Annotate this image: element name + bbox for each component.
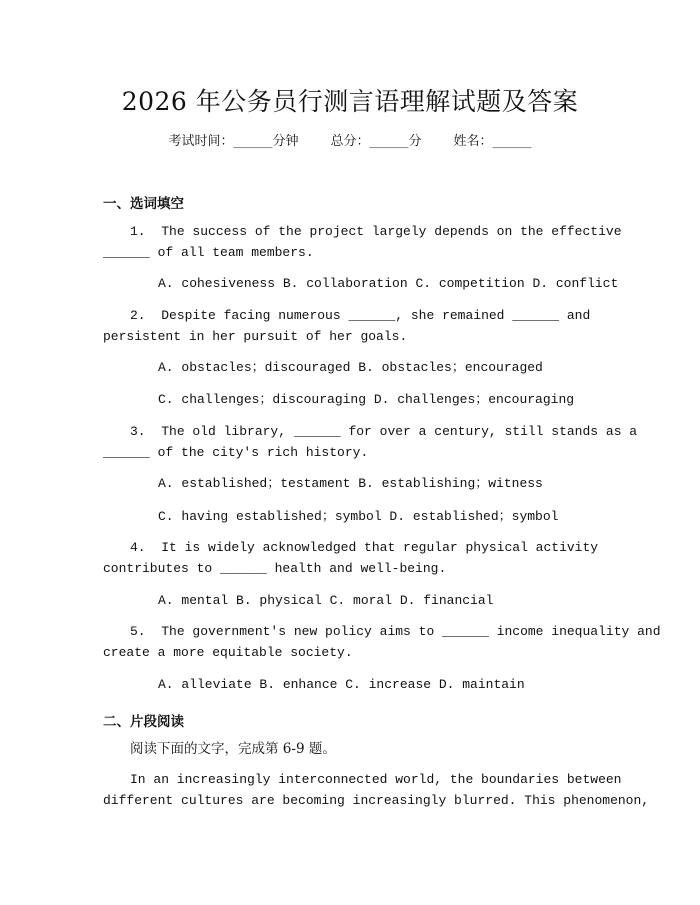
- question-3-options-c-d: C. having established；symbol D. established；symbol: [158, 509, 559, 524]
- section-heading: 一、选词填空: [103, 196, 184, 212]
- section-heading: 二、片段阅读: [103, 714, 184, 730]
- question-5-line-2: create a more equitable society.: [103, 645, 353, 660]
- page-title: 2026 年公务员行测言语理解试题及答案: [121, 87, 579, 116]
- question-1-line-2: ______ of all team members.: [103, 245, 314, 260]
- exam-time-label: 考试时间：______分钟: [168, 134, 299, 149]
- question-3-line-2: ______ of the city's rich history.: [103, 445, 369, 460]
- question-1-line-1: 1. The success of the project largely depends on the effective: [130, 224, 622, 239]
- candidate-name-label: 姓名：______: [453, 134, 532, 149]
- question-4-options: A. mental B. physical C. moral D. financial: [158, 593, 494, 608]
- reading-passage-line-2: different cultures are becoming increasingly blurred. This phenomenon,: [103, 793, 650, 808]
- total-score-label: 总分：______分: [330, 134, 422, 149]
- question-5-options: A. alleviate B. enhance C. increase D. maintain: [158, 677, 525, 692]
- reading-passage-line-1: In an increasingly interconnected world, the boundaries between: [130, 772, 622, 787]
- question-4-line-1: 4. It is widely acknowledged that regular physical activity: [130, 540, 599, 555]
- question-3-line-1: 3. The old library, ______ for over a century, still stands as a: [130, 424, 638, 439]
- question-2-line-1: 2. Despite facing numerous ______, she remained ______ and: [130, 308, 591, 323]
- reading-instructions: 阅读下面的文字，完成第 6-9 题。: [130, 741, 336, 757]
- question-2-options-a-b: A. obstacles；discouraged B. obstacles；encouraged: [158, 360, 543, 375]
- question-2-options-c-d: C. challenges；discouraging D. challenges；encouraging: [158, 392, 575, 407]
- question-4-line-2: contributes to ______ health and well-being.: [103, 561, 447, 576]
- question-2-line-2: persistent in her pursuit of her goals.: [103, 329, 408, 344]
- question-1-options: A. cohesiveness B. collaboration C. competition D. conflict: [158, 276, 619, 291]
- exam-meta: [0, 130, 700, 149]
- question-5-line-1: 5. The government's new policy aims to ______ income inequality and: [130, 624, 661, 639]
- question-3-options-a-b: A. established；testament B. establishing；witness: [158, 476, 543, 491]
